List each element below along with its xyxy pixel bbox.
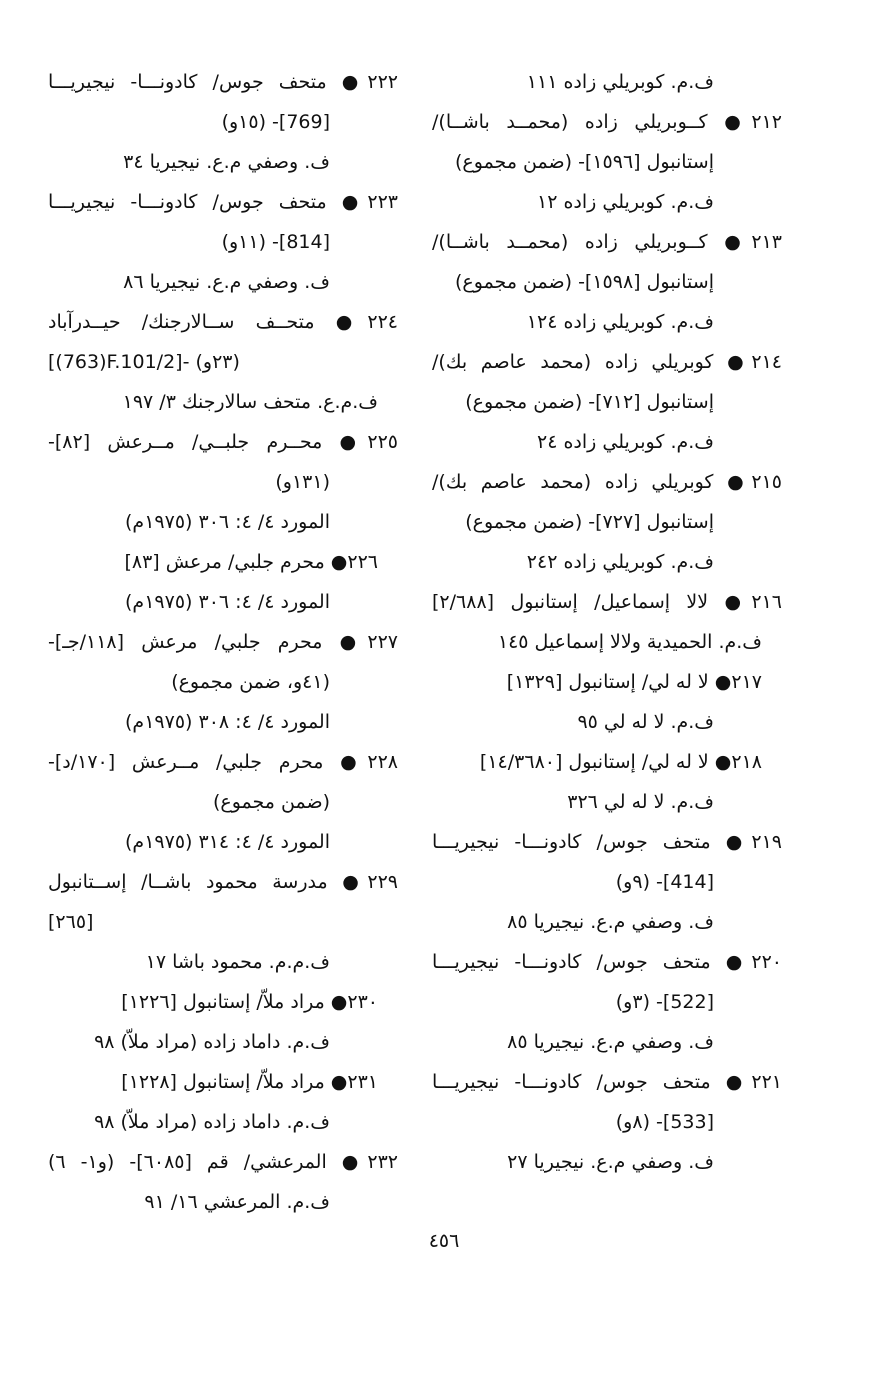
entry-reference-line: ف.م. داماد زاده (مراد ملاّ) ٩٨ [94, 1031, 330, 1053]
entry-heading-line: ٢٢٢● متحف جوس/ كادونـــا- نيجيريـــا [48, 71, 398, 93]
entry-continuation-line: [814]- (١١و) [221, 231, 330, 253]
entry-continuation-line: [414]- (٩و) [615, 871, 714, 893]
entry-heading-line: ٢١٦● لالا إسماعيل/ إستانبول [٢/٦٨٨] [432, 591, 782, 613]
entry-reference-line: ف.م. كوبريلي زاده ١١١ [526, 71, 714, 93]
entry-continuation-line: إستانبول [١٥٩٦]- (ضمن مجموع) [455, 151, 714, 173]
entry-continuation-line: (ضمن مجموع) [212, 791, 330, 813]
entry-continuation-line: [522]- (٣و) [615, 991, 714, 1013]
entry-continuation-line: [533]- (٨و) [615, 1111, 714, 1133]
entry-reference-line: ٢٣٠● مراد ملاّ/ إستانبول [١٢٢٦] [121, 991, 378, 1013]
catalog-column-left [48, 62, 398, 1222]
entry-continuation-line: (٤١و، ضمن مجموع) [171, 671, 330, 693]
entry-heading-line: ٢٣٢● المرعشي/ قم [٦٠٨٥]- (و١- ٦) [48, 1151, 398, 1173]
entry-reference-line: ف.م. لا له لي ٣٢٦ [567, 791, 714, 813]
catalog-column-right [432, 62, 782, 1182]
entry-heading-line: ٢١٥● كوبريلي زاده (محمد عاصم بك)/ [432, 471, 782, 493]
entry-reference-line: ف. وصفي م.ع. نيجيريا ٨٥ [507, 911, 714, 933]
entry-heading-line: ٢٢٥● محــرم جلبــي/ مــرعش [٨٢]- [48, 431, 398, 453]
entry-reference-line: ف.م. الحميدية ولالا إسماعيل ١٤٥ [497, 631, 762, 653]
entry-heading-line: ٢٢٤● متحــف ســالارجنك/ حيــدرآباد [48, 311, 398, 333]
entry-heading-line: ٢١٢● كــوبريلي زاده (محمــد باشــا)/ [432, 111, 782, 133]
entry-reference-line: ف. وصفي م.ع. نيجيريا ٨٥ [507, 1031, 714, 1053]
entry-continuation-line: (١٣١و) [275, 471, 330, 493]
entry-heading-line: ٢٢٨● محرم جلبي/ مــرعش [١٧٠/د]- [48, 751, 398, 773]
entry-continuation-line: [(763)F.101/2]- (٢٣و) [48, 351, 240, 373]
entry-reference-line: ف. وصفي م.ع. نيجيريا ٣٤ [123, 151, 330, 173]
entry-heading-line: ٢٢٧● محرم جلبي/ مرعش [١١٨/جـ]- [48, 631, 398, 653]
page-number: ٤٥٦ [428, 1230, 460, 1252]
entry-reference-line: ف.م. كوبريلي زاده ١٢٤ [526, 311, 714, 333]
entry-continuation-line: [769]- (١٥و) [221, 111, 330, 133]
entry-heading-line: ٢١٤● كوبريلي زاده (محمد عاصم بك)/ [432, 351, 782, 373]
entry-heading-line: ٢٢٣● متحف جوس/ كادونـــا- نيجيريـــا [48, 191, 398, 213]
entry-heading-line: ٢٢١● متحف جوس/ كادونـــا- نيجيريـــا [432, 1071, 782, 1093]
entry-reference-line: ف. وصفي م.ع. نيجيريا ٢٧ [507, 1151, 714, 1173]
entry-reference-line: ف.م. كوبريلي زاده ١٢ [537, 191, 714, 213]
entry-reference-line: ف.م. داماد زاده (مراد ملاّ) ٩٨ [94, 1111, 330, 1133]
entry-heading-line: ٢١٣● كــوبريلي زاده (محمــد باشــا)/ [432, 231, 782, 253]
entry-reference-line: ف.م.ع. متحف سالارجنك ٣/ ١٩٧ [122, 391, 378, 413]
entry-reference-line: ٢١٧● لا له لي/ إستانبول [١٣٢٩] [506, 671, 762, 693]
entry-reference-line: ف.م. كوبريلي زاده ٢٤٢ [526, 551, 714, 573]
entry-reference-line: ف. وصفي م.ع. نيجيريا ٨٦ [123, 271, 330, 293]
entry-heading-line: ٢٢٩● مدرسة محمود باشــا/ إســتانبول [48, 871, 398, 893]
entry-continuation-line: [٢٦٥] [48, 911, 94, 933]
entry-reference-line: ف.م. كوبريلي زاده ٢٤ [537, 431, 714, 453]
entry-reference-line: ٢٣١● مراد ملاّ/ إستانبول [١٢٢٨] [121, 1071, 378, 1093]
entry-reference-line: ف.م. لا له لي ٩٥ [577, 711, 714, 733]
entry-reference-line: ف.م.م. محمود باشا ١٧ [145, 951, 330, 973]
entry-reference-line: المورد ٤/ ٤: ٣٠٦ (١٩٧٥م) [125, 591, 330, 613]
entry-continuation-line: إستانبول [١٥٩٨]- (ضمن مجموع) [455, 271, 714, 293]
entry-reference-line: المورد ٤/ ٤: ٣٠٨ (١٩٧٥م) [125, 711, 330, 733]
entry-reference-line: المورد ٤/ ٤: ٣٠٦ (١٩٧٥م) [125, 511, 330, 533]
entry-reference-line: ٢١٨● لا له لي/ إستانبول [١٤/٣٦٨٠] [479, 751, 762, 773]
entry-reference-line: المورد ٤/ ٤: ٣١٤ (١٩٧٥م) [125, 831, 330, 853]
entry-continuation-line: إستانبول [٧١٢]- (ضمن مجموع) [465, 391, 714, 413]
entry-heading-line: ٢١٩● متحف جوس/ كادونـــا- نيجيريـــا [432, 831, 782, 853]
entry-reference-line: ف.م. المرعشي ١٦/ ٩١ [144, 1191, 330, 1213]
entry-continuation-line: إستانبول [٧٢٧]- (ضمن مجموع) [465, 511, 714, 533]
entry-reference-line: ٢٢٦● محرم جلبي/ مرعش [٨٣] [124, 551, 378, 573]
entry-heading-line: ٢٢٠● متحف جوس/ كادونـــا- نيجيريـــا [432, 951, 782, 973]
